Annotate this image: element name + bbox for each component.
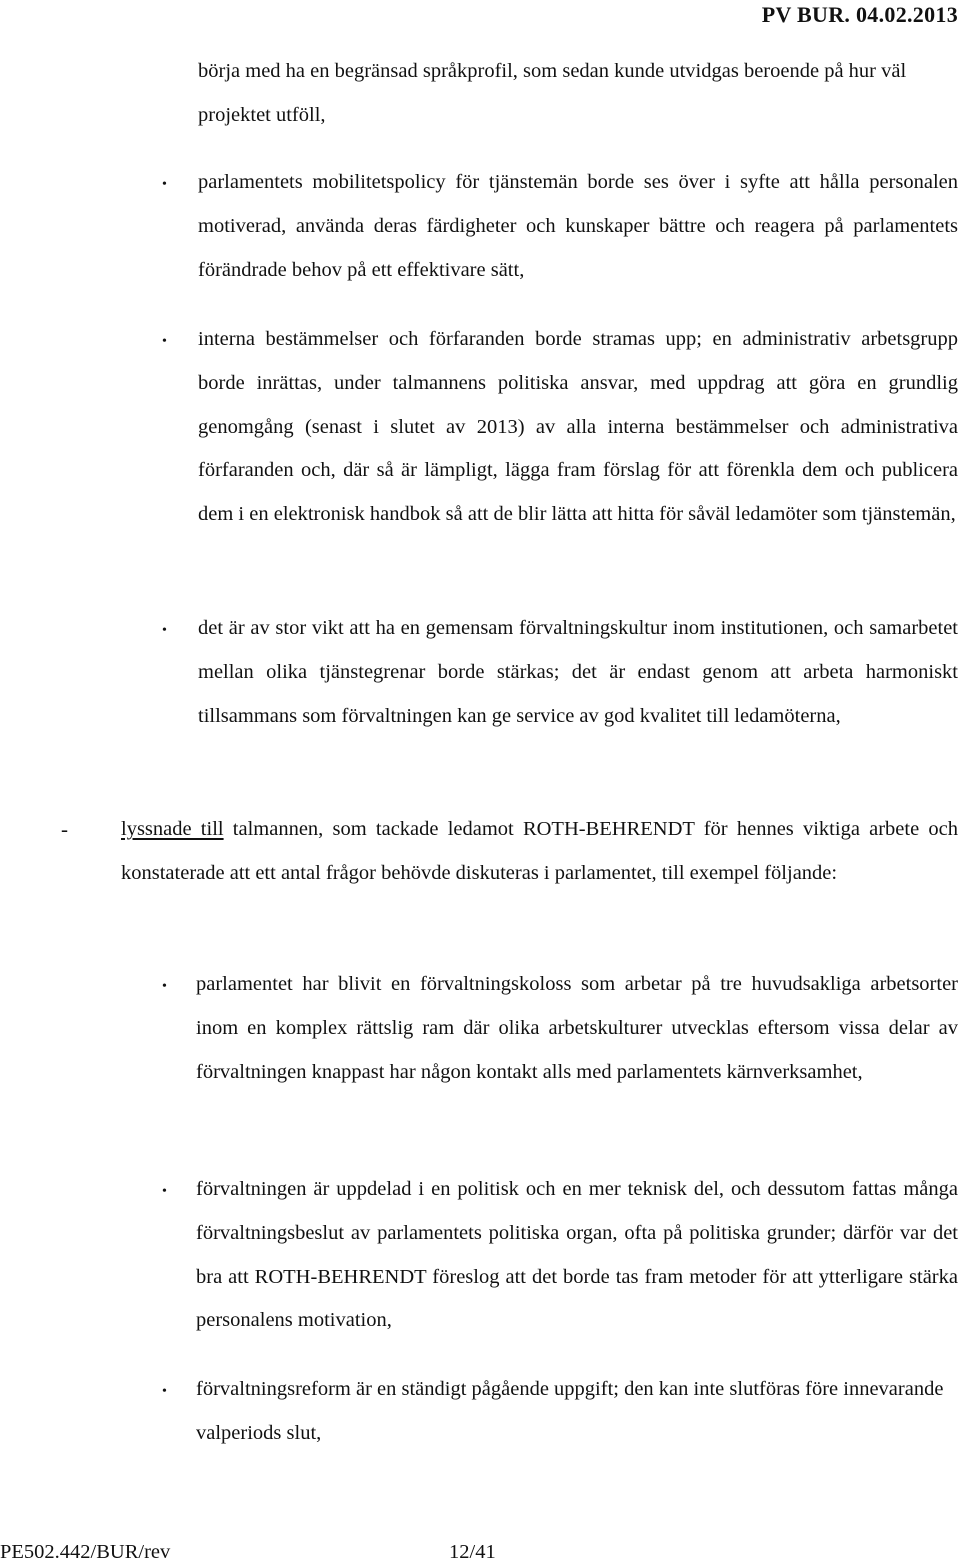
document-reference-header: PV BUR. 04.02.2013	[761, 2, 958, 27]
dash-marker: -	[61, 817, 68, 841]
bullet-item-internal-rules: interna bestämmelser och förfaranden borde stramas upp; en administrativ arbetsgrupp borde inrättas, under talmannens politiska ansvar, med uppdrag att göra en grundlig genomgång (senast i slutet av 2013) av alla interna bestämmelser och administrativa förfaranden och, där så är lämpligt, lägga fram förslag för att förenkla dem och publicera dem i en elektronisk handbok så att de blir lätta att hitta för såväl ledamöter som tjänstemän,	[198, 328, 958, 526]
footer-page-number: 12/41	[449, 1541, 496, 1563]
bullet-marker: •	[162, 623, 167, 638]
bullet-marker: •	[162, 334, 167, 349]
footer-document-reference: PE502.442/BUR/rev	[0, 1541, 171, 1563]
underlined-verb: lyssnade till	[121, 818, 224, 840]
bullet-marker: •	[162, 1384, 167, 1399]
continued-paragraph: börja med ha en begränsad språkprofil, som sedan kunde utvidgas beroende på hur väl projektet utföll,	[198, 60, 907, 126]
bullet-item-political-technical-split: förvaltningen är uppdelad i en politisk och en mer teknisk del, och dessutom fattas många förvaltningsbeslut av parlamentets politiska organ, ofta på politiska grunder; därför var det bra att ROTH-BEHRENDT föreslog att det borde tas fram metoder för att ytterligare stärka personalens motivation,	[196, 1178, 958, 1332]
bullet-marker: •	[162, 177, 167, 192]
dash-item-text: talmannen, som tackade ledamot ROTH-BEHRENDT för hennes viktiga arbete och konstaterade att ett antal frågor behövde diskuteras i parlamentet, till exempel följande:	[121, 818, 958, 884]
bullet-marker: •	[162, 1184, 167, 1199]
bullet-item-administrative-colossus: parlamentet har blivit en förvaltningskoloss som arbetar på tre huvudsakliga arbetsorter inom en komplex rättslig ram där olika arbetskulturer utvecklas eftersom vissa delar av förvaltningen knappast har någon kontakt alls med parlamentets kärnverksamhet,	[196, 973, 958, 1083]
bullet-item-administrative-culture: det är av stor vikt att ha en gemensam förvaltningskultur inom institutionen, och samarbetet mellan olika tjänstegrenar borde stärkas; det är endast genom att arbeta harmoniskt tillsammans som förvaltningen kan ge service av god kvalitet till ledamöterna,	[198, 617, 958, 727]
bullet-marker: •	[162, 979, 167, 994]
bullet-item-ongoing-reform: förvaltningsreform är en ständigt pågående uppgift; den kan inte slutföras före innevarande valperiods slut,	[196, 1378, 944, 1444]
dash-item-listened-to-president	[121, 808, 958, 896]
bullet-item-mobility-policy: parlamentets mobilitetspolicy för tjänstemän borde ses över i syfte att hålla personalen motiverad, använda deras färdigheter och kunskaper bättre och reagera på parlamentets förändrade behov på ett effektivare sätt,	[198, 171, 958, 281]
